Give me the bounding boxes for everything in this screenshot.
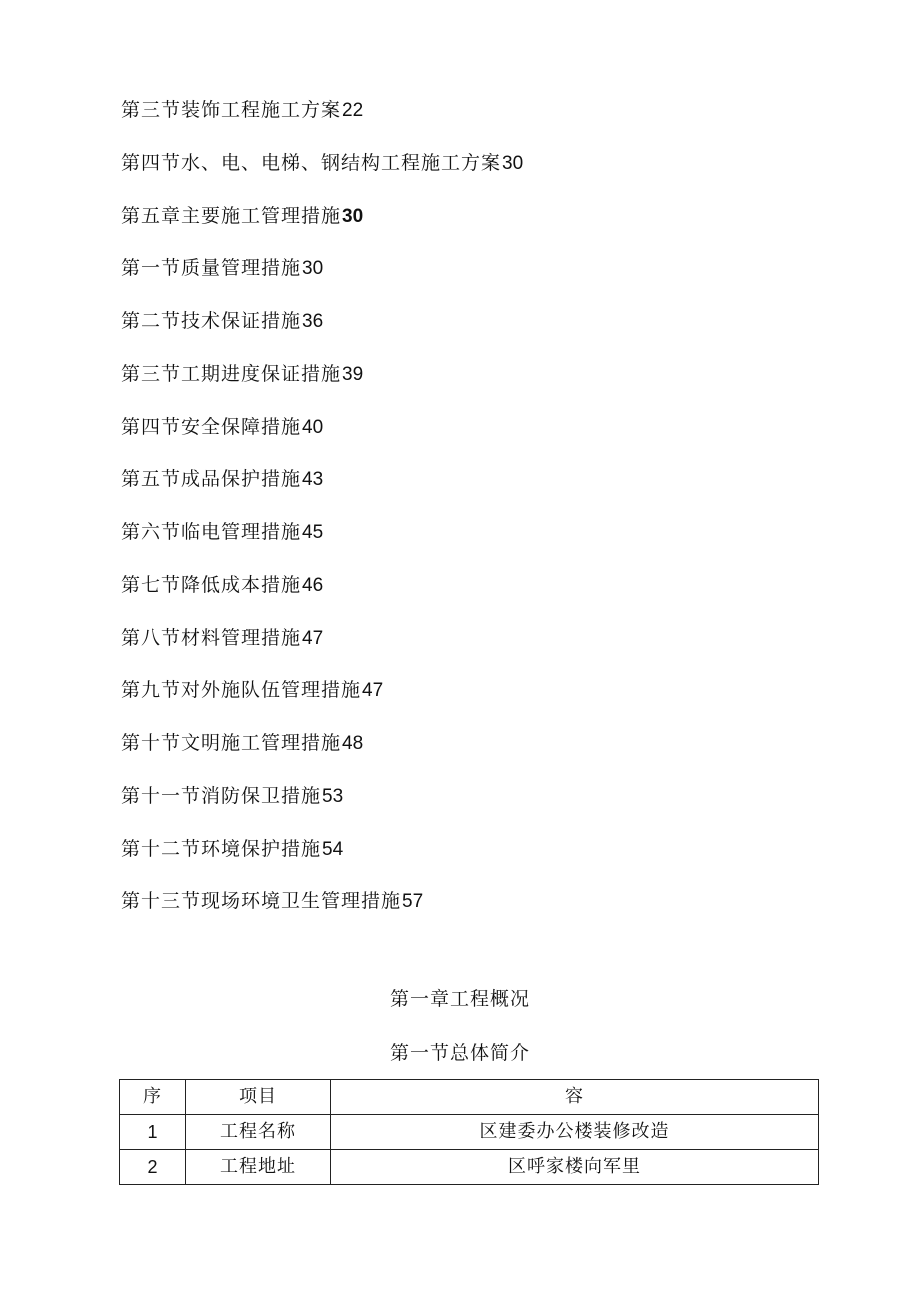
toc-item-text: 第七节降低成本措施 — [121, 574, 302, 596]
toc-item[interactable] — [121, 678, 383, 703]
row-index: 2 — [120, 1150, 186, 1185]
overview-table — [119, 1079, 819, 1185]
toc-page-number: 53 — [322, 786, 344, 807]
toc-page-number: 47 — [302, 628, 324, 649]
toc-page-number: 43 — [302, 469, 324, 490]
toc-item-text: 第五节成品保护措施 — [121, 468, 302, 490]
row-index: 1 — [120, 1115, 186, 1150]
toc-item-text: 第四节水、电、电梯、钢结构工程施工方案 — [121, 152, 502, 174]
toc-item-text: 第十三节现场环境卫生管理措施 — [121, 890, 402, 912]
toc-item-text: 第四节安全保障措施 — [121, 416, 302, 438]
toc-page-number: 54 — [322, 839, 344, 860]
toc-item-text: 第十一节消防保卫措施 — [121, 785, 322, 807]
toc-item[interactable] — [121, 309, 323, 334]
toc-page-number: 47 — [362, 680, 384, 701]
toc-item-text: 第六节临电管理措施 — [121, 521, 302, 543]
toc-item[interactable] — [121, 784, 343, 809]
toc-page-number: 22 — [342, 100, 364, 121]
row-content: 区呼家楼向军里 — [331, 1150, 819, 1185]
toc-item[interactable] — [121, 98, 363, 123]
toc-item[interactable] — [121, 415, 323, 440]
toc-item[interactable] — [121, 520, 323, 545]
toc-item[interactable] — [121, 151, 523, 176]
table-row — [120, 1115, 819, 1150]
column-header-content: 容 — [331, 1080, 819, 1115]
chapter-title: 第一章工程概况 — [389, 988, 530, 1010]
toc-item-text: 第十二节环境保护措施 — [121, 838, 322, 860]
toc-page-number: 30 — [302, 258, 324, 279]
toc-item-text: 第五章主要施工管理措施 — [121, 205, 342, 227]
table-row — [120, 1150, 819, 1185]
row-item: 工程地址 — [186, 1150, 331, 1185]
toc-page-number: 40 — [302, 417, 324, 438]
toc-item[interactable] — [121, 837, 343, 862]
toc-item-text: 第八节材料管理措施 — [121, 627, 302, 649]
section-title: 第一节总体简介 — [389, 1042, 530, 1064]
toc-page-number: 39 — [342, 364, 364, 385]
toc-item[interactable] — [121, 626, 323, 651]
row-content: 区建委办公楼装修改造 — [331, 1115, 819, 1150]
column-header-index: 序 — [120, 1080, 186, 1115]
column-header-item: 项目 — [186, 1080, 331, 1115]
toc-chapter-item[interactable] — [121, 204, 363, 229]
toc-page-number: 57 — [402, 891, 424, 912]
toc-page-number: 46 — [302, 575, 324, 596]
toc-page-number: 30 — [502, 153, 524, 174]
toc-item-text: 第一节质量管理措施 — [121, 257, 302, 279]
toc-item-text: 第三节工期进度保证措施 — [121, 363, 342, 385]
toc-page-number: 30 — [342, 206, 364, 227]
toc-page-number: 48 — [342, 733, 364, 754]
page-crop-mask — [0, 1186, 920, 1301]
table-header-row — [120, 1080, 819, 1115]
toc-item-text: 第十节文明施工管理措施 — [121, 732, 342, 754]
toc-item[interactable] — [121, 256, 323, 281]
toc-item-text: 第二节技术保证措施 — [121, 310, 302, 332]
toc-item[interactable] — [121, 467, 323, 492]
toc-page-number: 45 — [302, 522, 324, 543]
toc-item[interactable] — [121, 573, 323, 598]
toc-item-text: 第九节对外施队伍管理措施 — [121, 679, 362, 701]
row-item: 工程名称 — [186, 1115, 331, 1150]
toc-item[interactable] — [121, 731, 363, 756]
toc-item-text: 第三节装饰工程施工方案 — [121, 99, 342, 121]
toc-page-number: 36 — [302, 311, 324, 332]
toc-item[interactable] — [121, 362, 363, 387]
toc-item[interactable] — [121, 889, 423, 914]
